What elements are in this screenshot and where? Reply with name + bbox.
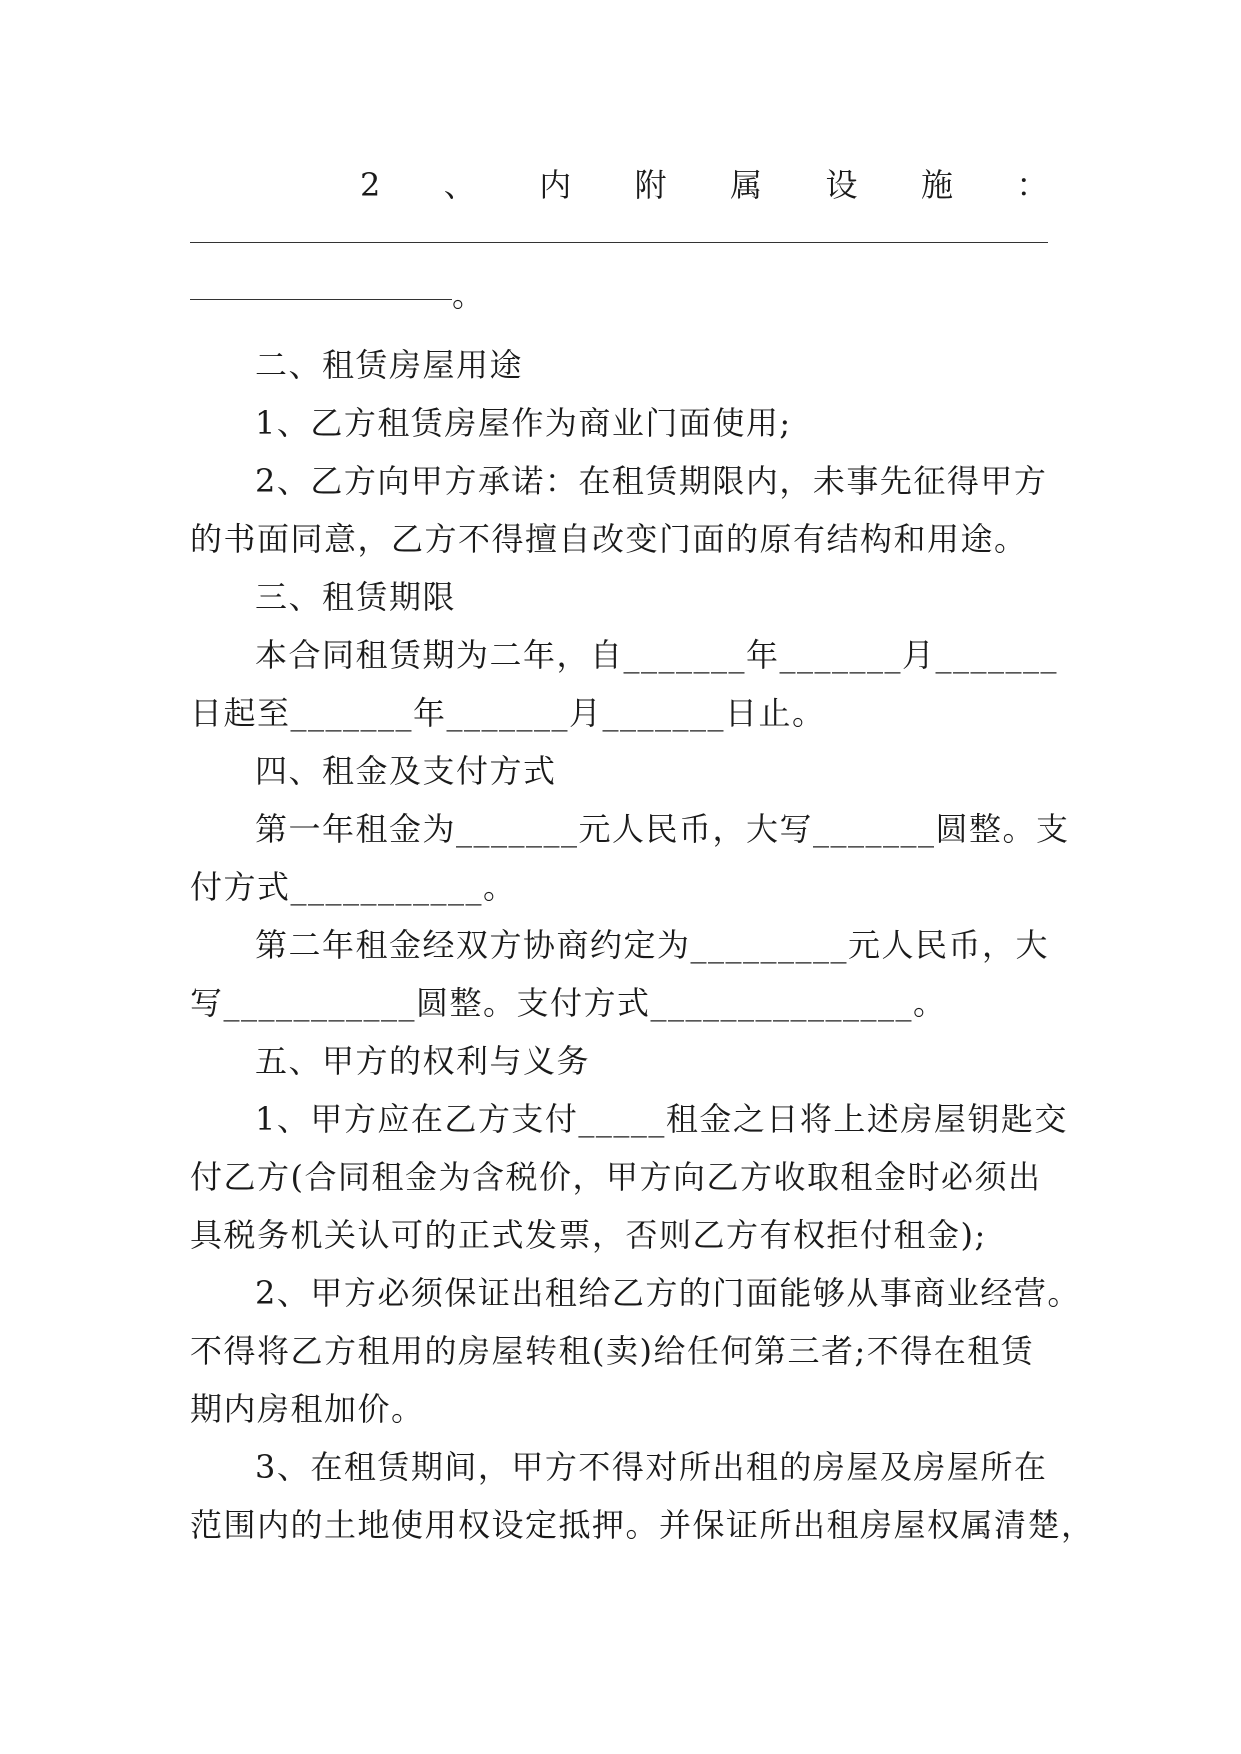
clause-text: 1、乙方租赁房屋作为商业门面使用; [255, 404, 792, 442]
heading-char: 施 [920, 166, 955, 204]
clause-text: 范围内的土地使用权设定抵押。并保证所出租房屋权属清楚， [190, 1506, 1095, 1544]
heading-char: ： [1016, 166, 1050, 204]
clause-text: 期内房租加价。 [190, 1390, 425, 1428]
clause-text: 3、在租赁期间，甲方不得对所出租的房屋及房屋所在 [255, 1448, 1048, 1486]
heading-char: 属 [730, 166, 764, 204]
section-heading: 四、租金及支付方式 [255, 752, 557, 790]
heading-char: 设 [825, 166, 860, 204]
attached-facilities-heading [360, 165, 1050, 205]
clause-text: 1、甲方应在乙方支付_____租金之日将上述房屋钥匙交 [255, 1100, 1068, 1138]
clause-text: 第二年租金经双方协商约定为_________元人民币，大 [255, 926, 1050, 964]
clause-text: 写___________圆整。支付方式_______________。 [190, 984, 947, 1022]
heading-char: 、 [443, 166, 478, 204]
section-heading: 二、租赁房屋用途 [255, 346, 524, 384]
clause-text: 2、乙方向甲方承诺：在租赁期限内，未事先征得甲方 [255, 462, 1048, 500]
blank-fill-line [190, 299, 452, 300]
clause-text: 具税务机关认可的正式发票，否则乙方有权拒付租金); [190, 1216, 987, 1254]
section-heading: 五、甲方的权利与义务 [255, 1042, 591, 1080]
clause-text: 付乙方(合同租金为含税价，甲方向乙方收取租金时必须出 [190, 1158, 1042, 1196]
clause-text: 第一年租金为_______元人民币，大写_______圆整。支 [255, 810, 1070, 848]
period-mark: 。 [452, 276, 486, 314]
clause-text: 2、甲方必须保证出租给乙方的门面能够从事商业经营。 [255, 1274, 1081, 1312]
clause-text: 本合同租赁期为二年，自_______年_______月_______ [255, 636, 1059, 674]
clause-text: 付方式___________。 [190, 868, 517, 906]
heading-char: 内 [539, 166, 573, 204]
clause-text: 日起至_______年_______月_______日止。 [190, 694, 826, 732]
clause-text: 的书面同意，乙方不得擅自改变门面的原有结构和用途。 [190, 520, 1028, 558]
clause-text: 不得将乙方租用的房屋转租(卖)给任何第三者;不得在租赁 [190, 1332, 1035, 1370]
section-heading: 三、租赁期限 [255, 578, 457, 616]
heading-char: 附 [634, 166, 669, 204]
heading-char: 2 [360, 166, 382, 204]
blank-fill-line [190, 242, 1048, 243]
